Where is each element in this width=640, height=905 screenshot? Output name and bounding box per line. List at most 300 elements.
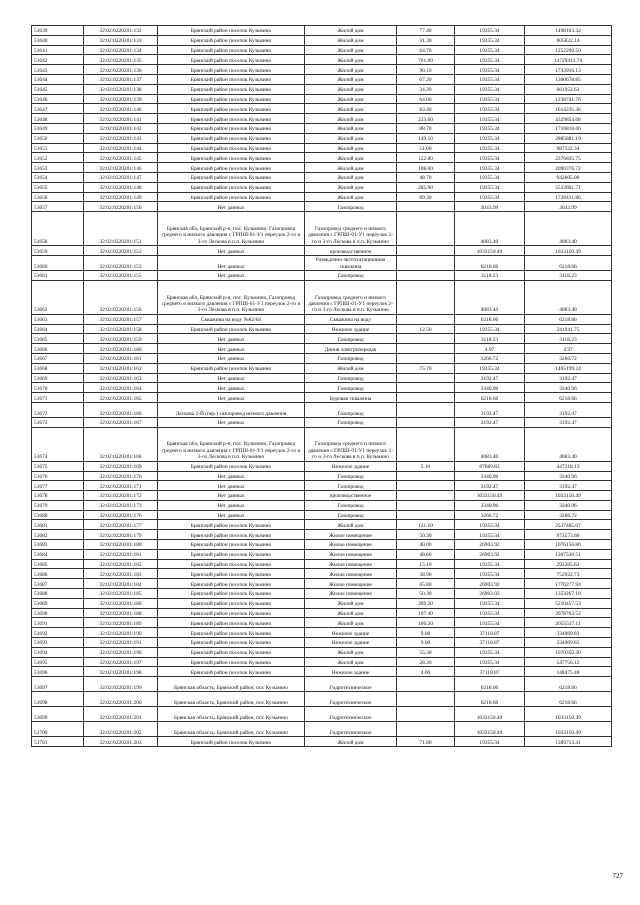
cadastral-value-cell: 3266.72 — [525, 510, 612, 520]
area-cell: 51.00 — [397, 143, 455, 153]
cadastral-value-cell: 2078763.52 — [525, 608, 612, 618]
cadastral-value-cell: 1300678.85 — [525, 74, 612, 84]
object-type-cell: Жилое помещение — [305, 540, 397, 550]
address-cell: Брянский район поселок Кузьмино — [158, 667, 305, 677]
cadastral-number-cell: 32:02:0220201:200 — [84, 692, 158, 707]
area-cell — [397, 212, 455, 246]
cadastral-number-cell: 32:02:0220201:185 — [84, 589, 158, 599]
object-type-cell: Нежилое здание — [305, 638, 397, 648]
cadastral-value-cell: 6218.66 — [525, 393, 612, 403]
cadastral-value-cell: 605822.14 — [525, 35, 612, 45]
area-cell: 83.40 — [397, 104, 455, 114]
table-row — [32, 608, 612, 618]
object-type-cell: Гидротехническое — [305, 692, 397, 707]
cadastral-number-cell: 32:02:0220201:156 — [84, 280, 158, 314]
address-cell: Брянский район поселок Кузьмино — [158, 104, 305, 114]
area-cell: 269.20 — [397, 598, 455, 608]
unit-cost-cell: 19355.34 — [455, 65, 525, 75]
address-cell: Брянский район поселок Кузьмино — [158, 647, 305, 657]
address-cell: Нет данных — [158, 344, 305, 354]
unit-cost-cell: 19355.34 — [455, 182, 525, 192]
area-cell: 64.70 — [397, 45, 455, 55]
unit-cost-cell: 19355.34 — [455, 153, 525, 163]
cadastral-number-cell: 32:02:0220201:139 — [84, 94, 158, 104]
area-cell — [397, 481, 455, 491]
cadastral-number-cell: 32:02:0220201:166 — [84, 402, 158, 417]
cadastral-number-cell: 32:02:0220201:198 — [84, 667, 158, 677]
unit-cost-cell: 1033150.49 — [455, 707, 525, 722]
address-cell: Брянский район поселок Кузьмино — [158, 74, 305, 84]
cadastral-number-cell: 32:02:0220201:197 — [84, 657, 158, 667]
object-type-cell: Жилой дом — [305, 55, 397, 65]
row-number-cell: 51651 — [32, 143, 84, 153]
cadastral-number-cell: 32:02:0220201:155 — [84, 270, 158, 280]
object-type-cell: производственное — [305, 491, 397, 501]
row-number-cell: 51667 — [32, 353, 84, 363]
unit-cost-cell: 6218.66 — [455, 393, 525, 403]
row-number-cell: 51658 — [32, 212, 84, 246]
table-row — [32, 481, 612, 491]
unit-cost-cell: 3340.96 — [455, 471, 525, 481]
cadastral-number-cell: 32:02:0220201:202 — [84, 722, 158, 737]
address-cell: Брянский район поселок Кузьмино — [158, 182, 305, 192]
address-cell: Брянский район поселок Кузьмино — [158, 94, 305, 104]
address-cell: Брянский район поселок Кузьмино — [158, 638, 305, 648]
unit-cost-cell: 26903.92 — [455, 579, 525, 589]
cadastral-number-cell: 32:02:0220201:153 — [84, 255, 158, 270]
object-type-cell: Жилой дом — [305, 618, 397, 628]
table-row — [32, 212, 612, 246]
area-cell: 223.60 — [397, 114, 455, 124]
address-cell: Брянский район поселок Кузьмино — [158, 153, 305, 163]
row-number-cell: 51661 — [32, 270, 84, 280]
row-number-cell: 51699 — [32, 707, 84, 722]
area-cell — [397, 510, 455, 520]
area-cell — [397, 344, 455, 354]
cadastral-number-cell: 32:02:0220201:134 — [84, 45, 158, 55]
table-row — [32, 692, 612, 707]
cadastral-value-cell: 4.97 — [525, 344, 612, 354]
object-type-cell: Жилой дом — [305, 737, 397, 747]
address-cell: Брянская область, Брянский район, пос Кузьмино — [158, 722, 305, 737]
address-cell: Брянская обл, Брянский р-н, пос. Кузьмино, Газопровод среднего и низкого давления с ГРПШ-01-У1 переулок 2-го и 3-го Лескова в п.п. Кузьмино — [158, 280, 305, 314]
address-cell: Лескова 2-Й (пер.) газопровод низкого давления — [158, 402, 305, 417]
cadastral-number-cell: 32:02:0220201:140 — [84, 104, 158, 114]
cadastral-value-cell: 661952.63 — [525, 84, 612, 94]
cadastral-number-cell: 32:02:0220201:179 — [84, 530, 158, 540]
cadastral-value-cell: 942605.06 — [525, 172, 612, 182]
unit-cost-cell: 19355.34 — [455, 324, 525, 334]
cadastral-value-cell: 1465199.24 — [525, 363, 612, 373]
table-row — [32, 123, 612, 133]
address-cell: Брянский район поселок Кузьмино — [158, 569, 305, 579]
object-type-cell: Газопровод — [305, 471, 397, 481]
object-type-cell: Жилой дом — [305, 520, 397, 530]
row-number-cell: 51692 — [32, 628, 84, 638]
unit-cost-cell: 3192.47 — [455, 373, 525, 383]
cadastral-value-cell: 1238741.76 — [525, 94, 612, 104]
cadastral-value-cell: 1070350.30 — [525, 647, 612, 657]
address-cell: Брянский район поселок Кузьмино — [158, 123, 305, 133]
object-type-cell: Гидротехническое — [305, 722, 397, 737]
table-row — [32, 530, 612, 540]
row-number-cell: 51684 — [32, 549, 84, 559]
area-cell — [397, 246, 455, 256]
unit-cost-cell: 1033150.49 — [455, 491, 525, 501]
row-number-cell: 51679 — [32, 500, 84, 510]
row-number-cell: 51682 — [32, 530, 84, 540]
table-row — [32, 270, 612, 280]
address-cell: Брянский район поселок Кузьмино — [158, 589, 305, 599]
unit-cost-cell: 19355.34 — [455, 647, 525, 657]
cadastral-value-cell: 4083.40 — [525, 280, 612, 314]
area-cell: 28.30 — [397, 657, 455, 667]
cadastral-number-cell: 32:02:0220201:181 — [84, 549, 158, 559]
row-number-cell: 51683 — [32, 540, 84, 550]
table-body — [32, 26, 612, 747]
table-row — [32, 35, 612, 45]
address-cell: Нет данных — [158, 353, 305, 363]
row-number-cell: 51685 — [32, 559, 84, 569]
unit-cost-cell: 4083.40 — [455, 280, 525, 314]
cadastral-value-cell: 447218.13 — [525, 461, 612, 471]
area-cell — [397, 491, 455, 501]
unit-cost-cell: 19355.34 — [455, 104, 525, 114]
row-number-cell: 51648 — [32, 114, 84, 124]
cadastral-number-cell: 32:02:0220201:157 — [84, 314, 158, 324]
cadastral-number-cell: 32:02:0220201:172 — [84, 491, 158, 501]
cadastral-value-cell: 1252290.50 — [525, 45, 612, 55]
address-cell: Брянский район поселок Кузьмино — [158, 737, 305, 747]
cadastral-value-cell: 148475.48 — [525, 667, 612, 677]
row-number-cell: 51674 — [32, 427, 84, 461]
address-cell: Брянский район поселок Кузьмино — [158, 628, 305, 638]
address-cell: Брянский район поселок Кузьмино — [158, 520, 305, 530]
unit-cost-cell: 3266.72 — [455, 353, 525, 363]
cadastral-value-cell: 14729413.74 — [525, 55, 612, 65]
unit-cost-cell: 3043.99 — [455, 202, 525, 212]
cadastral-number-cell: 32:02:0220201:196 — [84, 647, 158, 657]
table-row — [32, 638, 612, 648]
row-number-cell: 51655 — [32, 182, 84, 192]
cadastral-number-cell: 32:02:0220201:145 — [84, 153, 158, 163]
area-cell — [397, 314, 455, 324]
address-cell: Брянская область, Брянский район, пос Кузьмино — [158, 707, 305, 722]
unit-cost-cell: 19355.34 — [455, 114, 525, 124]
cadastral-value-cell: 973573.60 — [525, 530, 612, 540]
row-number-cell: 51659 — [32, 246, 84, 256]
cadastral-number-cell: 32:02:0220201:163 — [84, 373, 158, 383]
cadastral-number-cell: 32:02:0220201:167 — [84, 417, 158, 427]
unit-cost-cell: 3340.96 — [455, 500, 525, 510]
address-cell: Брянский район поселок Кузьмино — [158, 163, 305, 173]
address-cell: Нет данных — [158, 202, 305, 212]
address-cell: Брянский район поселок Кузьмино — [158, 192, 305, 202]
object-type-cell: Газопровод — [305, 270, 397, 280]
area-cell: 5.10 — [397, 461, 455, 471]
object-type-cell: Жилой дом — [305, 363, 397, 373]
area-cell — [397, 255, 455, 270]
table-row — [32, 471, 612, 481]
object-type-cell: Газопровод — [305, 510, 397, 520]
area-cell — [397, 707, 455, 722]
unit-cost-cell: 3118.23 — [455, 270, 525, 280]
table-row — [32, 461, 612, 471]
area-cell: 64.00 — [397, 94, 455, 104]
cadastral-value-cell: 1076156.80 — [525, 540, 612, 550]
row-number-cell: 51665 — [32, 334, 84, 344]
address-cell: Брянский район поселок Кузьмино — [158, 324, 305, 334]
cadastral-number-cell: 32:02:0220201:135 — [84, 55, 158, 65]
table-row — [32, 353, 612, 363]
area-cell: 108.00 — [397, 163, 455, 173]
table-row — [32, 182, 612, 192]
table-row — [32, 65, 612, 75]
area-cell: 761.00 — [397, 55, 455, 65]
object-type-cell: Жилой дом — [305, 74, 397, 84]
object-type-cell: Жилое помещение — [305, 569, 397, 579]
table-row — [32, 143, 612, 153]
cadastral-value-cell: 6218.66 — [525, 255, 612, 270]
object-type-cell: Нежилое здание — [305, 628, 397, 638]
cadastral-value-cell: 1716818.66 — [525, 123, 612, 133]
address-cell: Брянская область, Брянский район, пос Кузьмино — [158, 692, 305, 707]
row-number-cell: 51660 — [32, 255, 84, 270]
cadastral-number-cell: 32:02:0220201:168 — [84, 427, 158, 461]
area-cell: 75.70 — [397, 363, 455, 373]
unit-cost-cell: 19355.34 — [455, 520, 525, 530]
row-number-cell: 51653 — [32, 163, 84, 173]
cadastral-number-cell: 32:02:0220201:146 — [84, 163, 158, 173]
row-number-cell: 51645 — [32, 84, 84, 94]
cadastral-number-cell: 32:02:0220201:133 — [84, 35, 158, 45]
row-number-cell: 51643 — [32, 65, 84, 75]
table-row — [32, 26, 612, 36]
page-number: 727 — [612, 872, 623, 880]
table-row — [32, 737, 612, 747]
cadastral-value-cell: 547756.12 — [525, 657, 612, 667]
row-number-cell: 51670 — [32, 383, 84, 393]
cadastral-value-cell: 1033150.49 — [525, 707, 612, 722]
cadastral-number-cell: 32:02:0220201:150 — [84, 202, 158, 212]
row-number-cell: 51646 — [32, 94, 84, 104]
address-cell: Нет данных — [158, 500, 305, 510]
address-cell: Нет данных — [158, 417, 305, 427]
cadastral-value-cell: 1728431.86 — [525, 192, 612, 202]
unit-cost-cell: 19355.34 — [455, 657, 525, 667]
address-cell: Брянский район поселок Кузьмино — [158, 55, 305, 65]
unit-cost-cell: 3192.47 — [455, 402, 525, 417]
cadastral-value-cell: 987122.34 — [525, 143, 612, 153]
row-number-cell: 51689 — [32, 598, 84, 608]
cadastral-number-cell: 32:02:0220201:184 — [84, 579, 158, 589]
area-cell — [397, 417, 455, 427]
table-row — [32, 417, 612, 427]
object-type-cell: Жилой дом — [305, 657, 397, 667]
table-row — [32, 153, 612, 163]
area-cell — [397, 280, 455, 314]
table-row — [32, 707, 612, 722]
object-type-cell: Газопровод — [305, 373, 397, 383]
unit-cost-cell: 4083.40 — [455, 212, 525, 246]
cadastral-value-cell: 1033150.49 — [525, 722, 612, 737]
table-row — [32, 598, 612, 608]
cadastral-number-cell: 32:02:0220201:165 — [84, 393, 158, 403]
row-number-cell: 51694 — [32, 647, 84, 657]
cadastral-value-cell: 5210457.53 — [525, 598, 612, 608]
address-cell: Нет данных — [158, 246, 305, 256]
row-number-cell: 51654 — [32, 172, 84, 182]
unit-cost-cell: 19355.34 — [455, 192, 525, 202]
table-row — [32, 667, 612, 677]
area-cell: 77.40 — [397, 26, 455, 36]
row-number-cell: 51677 — [32, 481, 84, 491]
unit-cost-cell: 1033150.49 — [455, 246, 525, 256]
unit-cost-cell: 19355.34 — [455, 45, 525, 55]
table-row — [32, 133, 612, 143]
cadastral-number-cell: 32:02:0220201:142 — [84, 123, 158, 133]
table-row — [32, 510, 612, 520]
table-row — [32, 647, 612, 657]
row-number-cell: 51640 — [32, 35, 84, 45]
cadastral-value-cell: 6218.66 — [525, 677, 612, 692]
area-cell — [397, 427, 455, 461]
cadastral-number-cell: 32:02:0220201:160 — [84, 344, 158, 354]
cadastral-number-cell: 32:02:0220201:189 — [84, 618, 158, 628]
cadastral-number-cell: 32:02:0220201:138 — [84, 84, 158, 94]
cadastral-value-cell: 3192.47 — [525, 417, 612, 427]
address-cell: Брянский район поселок Кузьмино — [158, 530, 305, 540]
row-number-cell: 51701 — [32, 737, 84, 747]
cadastral-number-cell: 32:02:0220201:191 — [84, 638, 158, 648]
address-cell: Брянская область, Брянский район, пос Кузьмино — [158, 677, 305, 692]
table-row — [32, 363, 612, 373]
table-row — [32, 84, 612, 94]
table-row — [32, 540, 612, 550]
object-type-cell: Разведочно-эксплуатационная скважина — [305, 255, 397, 270]
cadastral-number-cell: 32:02:0220201:180 — [84, 540, 158, 550]
area-cell: 88.70 — [397, 123, 455, 133]
cadastral-value-cell: 292265.63 — [525, 559, 612, 569]
object-type-cell: Жилой дом — [305, 104, 397, 114]
unit-cost-cell: 1033150.49 — [455, 722, 525, 737]
unit-cost-cell: 37118.87 — [455, 638, 525, 648]
area-cell: 40.00 — [397, 540, 455, 550]
row-number-cell: 51662 — [32, 280, 84, 314]
area-cell: 31.30 — [397, 35, 455, 45]
cadastral-value-cell: 3340.96 — [525, 471, 612, 481]
address-cell: Брянский район поселок Кузьмино — [158, 133, 305, 143]
area-cell — [397, 270, 455, 280]
unit-cost-cell: 19355.34 — [455, 569, 525, 579]
table-row — [32, 255, 612, 270]
table-row — [32, 192, 612, 202]
area-cell — [397, 393, 455, 403]
address-cell: Брянский район поселок Кузьмино — [158, 608, 305, 618]
object-type-cell: Жилой дом — [305, 84, 397, 94]
area-cell — [397, 353, 455, 363]
unit-cost-cell: 19355.34 — [455, 618, 525, 628]
row-number-cell: 51656 — [32, 192, 84, 202]
unit-cost-cell: 87689.83 — [455, 461, 525, 471]
cadastral-value-cell: 3118.23 — [525, 334, 612, 344]
unit-cost-cell: 3340.96 — [455, 383, 525, 393]
table-row — [32, 402, 612, 417]
address-cell: Брянский район поселок Кузьмино — [158, 579, 305, 589]
object-type-cell: Газопровод — [305, 353, 397, 363]
object-type-cell: Жилой дом — [305, 65, 397, 75]
table-row — [32, 677, 612, 692]
table-row — [32, 500, 612, 510]
row-number-cell: 51666 — [32, 344, 84, 354]
address-cell: Скважина на воду №82/04 — [158, 314, 305, 324]
object-type-cell: Жилой дом — [305, 182, 397, 192]
address-cell: Нет данных — [158, 383, 305, 393]
cadastral-number-cell: 32:02:0220201:199 — [84, 677, 158, 692]
cadastral-table — [31, 25, 612, 747]
object-type-cell: производственное — [305, 246, 397, 256]
object-type-cell: Жилой дом — [305, 133, 397, 143]
area-cell — [397, 202, 455, 212]
object-type-cell: Гидротехническое — [305, 677, 397, 692]
cadastral-value-cell: 3192.47 — [525, 481, 612, 491]
table-row — [32, 393, 612, 403]
area-cell: 55.30 — [397, 647, 455, 657]
area-cell: 106.20 — [397, 618, 455, 628]
area-cell: 48.70 — [397, 172, 455, 182]
object-type-cell: Гидротехническое — [305, 707, 397, 722]
area-cell: 90.10 — [397, 65, 455, 75]
cadastral-value-cell: 241941.75 — [525, 324, 612, 334]
row-number-cell: 51657 — [32, 202, 84, 212]
unit-cost-cell: 19355.34 — [455, 74, 525, 84]
area-cell — [397, 334, 455, 344]
cadastral-value-cell: 4329854.68 — [525, 114, 612, 124]
table-row — [32, 589, 612, 599]
unit-cost-cell: 4083.40 — [455, 427, 525, 461]
table-row — [32, 722, 612, 737]
row-number-cell: 51644 — [32, 74, 84, 84]
unit-cost-cell: 19355.34 — [455, 163, 525, 173]
table-row — [32, 549, 612, 559]
object-type-cell: Жилой дом — [305, 114, 397, 124]
row-number-cell: 51698 — [32, 692, 84, 707]
object-type-cell: Жилой дом — [305, 153, 397, 163]
cadastral-number-cell: 32:02:0220201:159 — [84, 334, 158, 344]
address-cell: Брянский район поселок Кузьмино — [158, 549, 305, 559]
unit-cost-cell: 6218.66 — [455, 314, 525, 324]
cadastral-value-cell: 1770277.94 — [525, 579, 612, 589]
object-type-cell: Нежилое здание — [305, 324, 397, 334]
object-type-cell: Жилой дом — [305, 598, 397, 608]
unit-cost-cell: 19355.34 — [455, 84, 525, 94]
unit-cost-cell: 19355.34 — [455, 598, 525, 608]
unit-cost-cell: 19355.34 — [455, 608, 525, 618]
object-type-cell: Жилой дом — [305, 172, 397, 182]
unit-cost-cell: 26903.92 — [455, 589, 525, 599]
cadastral-number-cell: 32:02:0220201:161 — [84, 353, 158, 363]
table-row — [32, 334, 612, 344]
unit-cost-cell: 19355.34 — [455, 143, 525, 153]
unit-cost-cell: 19355.34 — [455, 530, 525, 540]
cadastral-number-cell: 32:02:0220201:186 — [84, 598, 158, 608]
address-cell: Брянский район поселок Кузьмино — [158, 598, 305, 608]
row-number-cell: 51695 — [32, 657, 84, 667]
object-type-cell: Газопровод — [305, 202, 397, 212]
row-number-cell: 51697 — [32, 677, 84, 692]
object-type-cell: Газопровод — [305, 383, 397, 393]
unit-cost-cell: 19355.34 — [455, 737, 525, 747]
